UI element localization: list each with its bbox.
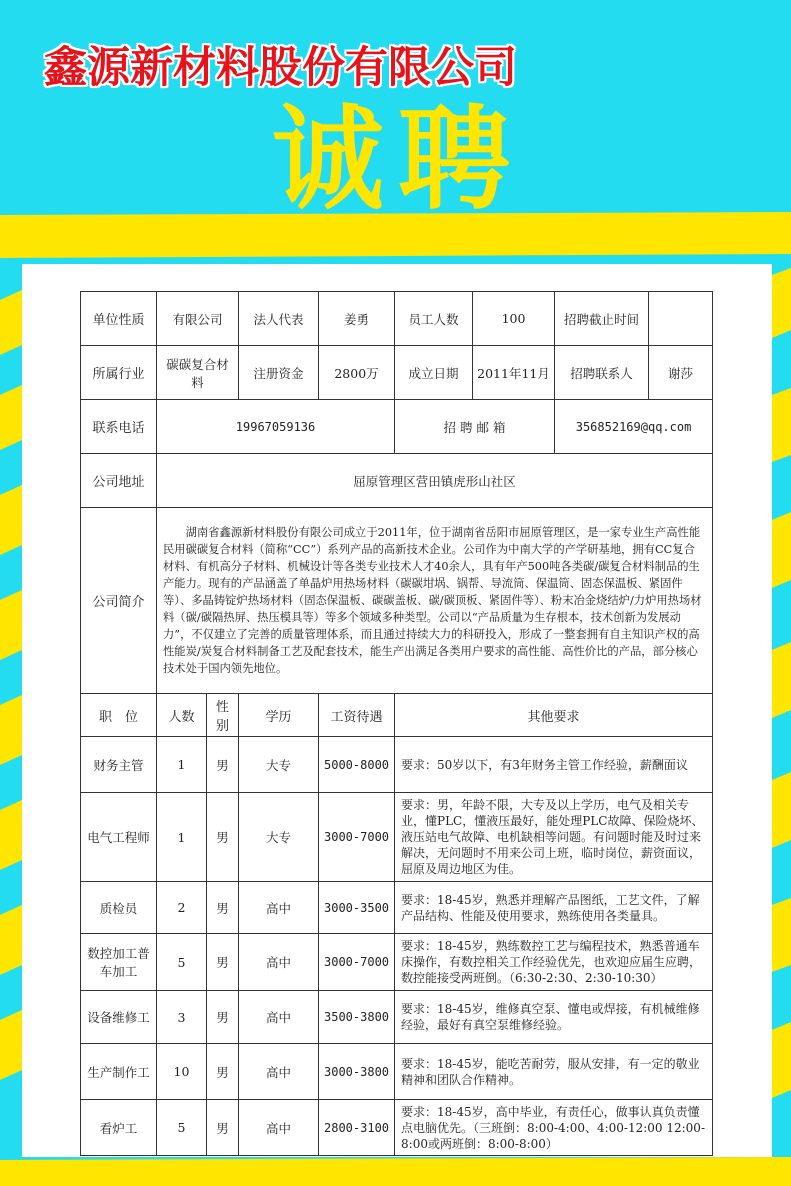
col-gender: 性别 bbox=[207, 694, 239, 737]
headline: 诚聘 bbox=[272, 95, 524, 225]
job-requirements: 要求：18-45岁，能吃苦耐劳，服从安排，有一定的敬业精神和团队合作精神。 bbox=[395, 1044, 713, 1100]
job-row bbox=[81, 737, 713, 793]
phone-label: 联系电话 bbox=[81, 400, 157, 454]
capital-value: 2800万 bbox=[319, 346, 395, 400]
info-row-2 bbox=[81, 346, 713, 400]
job-position: 数控加工普车加工 bbox=[81, 934, 157, 991]
intro-label: 公司简介 bbox=[81, 508, 157, 694]
job-count: 10 bbox=[157, 1044, 207, 1100]
job-requirements: 要求：18-45岁，熟练数控工艺与编程技术，熟悉普通车床操作，有数控相关工作经验优先，也欢迎应届生应聘，数控能接受两班倒。（6:30-2:30、2:30-10:30） bbox=[395, 934, 713, 991]
staff-value: 100 bbox=[473, 292, 555, 346]
contact-value: 谢莎 bbox=[649, 346, 713, 400]
industry-label: 所属行业 bbox=[81, 346, 157, 400]
info-row-5 bbox=[81, 508, 713, 694]
founded-label: 成立日期 bbox=[395, 346, 473, 400]
deadline-label: 招聘截止时间 bbox=[555, 292, 649, 346]
contact-label: 招聘联系人 bbox=[555, 346, 649, 400]
industry-value: 碳碳复合材料 bbox=[157, 346, 239, 400]
job-education: 高中 bbox=[239, 1100, 319, 1156]
job-position: 设备维修工 bbox=[81, 991, 157, 1044]
job-row bbox=[81, 1044, 713, 1100]
recruitment-table bbox=[80, 291, 713, 1156]
job-row bbox=[81, 934, 713, 991]
job-gender: 男 bbox=[207, 1044, 239, 1100]
job-count: 3 bbox=[157, 991, 207, 1044]
job-salary: 2800-3100 bbox=[319, 1100, 395, 1156]
job-gender: 男 bbox=[207, 737, 239, 793]
company-title: 鑫源新材料股份有限公司 bbox=[44, 43, 517, 93]
col-education: 学历 bbox=[239, 694, 319, 737]
job-gender: 男 bbox=[207, 991, 239, 1044]
email-value: 356852169@qq.com bbox=[555, 400, 713, 454]
job-count: 5 bbox=[157, 934, 207, 991]
col-salary: 工资待遇 bbox=[319, 694, 395, 737]
job-salary: 3000-7000 bbox=[319, 793, 395, 882]
job-education: 大专 bbox=[239, 737, 319, 793]
job-row bbox=[81, 1100, 713, 1156]
legal-rep-label: 法人代表 bbox=[239, 292, 319, 346]
job-gender: 男 bbox=[207, 1100, 239, 1156]
info-row-4 bbox=[81, 454, 713, 508]
job-requirements: 要求：18-45岁，熟悉并理解产品图纸，工艺文件，了解产品结构、性能及使用要求，熟练使用各类量具。 bbox=[395, 882, 713, 934]
job-salary: 3000-3800 bbox=[319, 1044, 395, 1100]
job-row bbox=[81, 991, 713, 1044]
job-position: 质检员 bbox=[81, 882, 157, 934]
nature-label: 单位性质 bbox=[81, 292, 157, 346]
job-position: 财务主管 bbox=[81, 737, 157, 793]
nature-value: 有限公司 bbox=[157, 292, 239, 346]
info-row-3 bbox=[81, 400, 713, 454]
legal-rep-value: 姜勇 bbox=[319, 292, 395, 346]
job-education: 高中 bbox=[239, 882, 319, 934]
col-count: 人数 bbox=[157, 694, 207, 737]
job-requirements: 要求：18-45岁，高中毕业，有责任心，做事认真负责懂点电脑优先。（三班倒：8:00-4:00、4:00-12:00 12:00-8:00或两班倒：8:00-8:00） bbox=[395, 1100, 713, 1156]
address-label: 公司地址 bbox=[81, 454, 157, 508]
col-requirements: 其他要求 bbox=[395, 694, 713, 737]
intro-text: 湖南省鑫源新材料股份有限公司成立于2011年，位于湖南省岳阳市屈原管理区，是一家专业生产高性能民用碳碳复合材料（简称“CC”）系列产品的高新技术企业。公司作为中南大学的产学研基地，拥有CC复合材料、有机高分子材料、机械设计等各类专业技术人才40余人，具有年产500吨各类碳/碳复合材料制品的生产能力。现有的产品涵盖了单晶炉用热场材料（碳碳坩埚、锅帮、导流筒、保温筒、固态保温板、紧固件等）、多晶铸锭炉热场材料（固态保温板、碳碳盖板、碳/碳顶板、紧固件等）、粉末冶金烧结炉/力炉用热场材料（碳/碳隔热屏、热压模具等）等多个领域多种类型。公司以“产品质量为生存根本，技术创新为发展动力”，不仅建立了完善的质量管理体系，而且通过持续大力的科研投入，形成了一整套拥有自主知识产权的高性能炭/炭复合材料制备工艺及配套技术，能生产出满足各类用户要求的高性能、高性价比的产品，部分核心技术处于国内领先地位。 bbox=[163, 526, 702, 675]
info-row-1 bbox=[81, 292, 713, 346]
job-education: 高中 bbox=[239, 1044, 319, 1100]
job-position: 看炉工 bbox=[81, 1100, 157, 1156]
job-position: 电气工程师 bbox=[81, 793, 157, 882]
job-salary: 5000-8000 bbox=[319, 737, 395, 793]
job-requirements: 要求：18-45岁，维修真空泵、懂电或焊接，有机械维修经验，最好有真空泵维修经验。 bbox=[395, 991, 713, 1044]
capital-label: 注册资金 bbox=[239, 346, 319, 400]
email-label: 招 聘 邮 箱 bbox=[395, 400, 555, 454]
job-count: 1 bbox=[157, 737, 207, 793]
job-gender: 男 bbox=[207, 934, 239, 991]
job-salary: 3000-3500 bbox=[319, 882, 395, 934]
job-gender: 男 bbox=[207, 793, 239, 882]
job-position: 生产制作工 bbox=[81, 1044, 157, 1100]
staff-label: 员工人数 bbox=[395, 292, 473, 346]
job-gender: 男 bbox=[207, 882, 239, 934]
deadline-value bbox=[649, 292, 713, 346]
job-row bbox=[81, 793, 713, 882]
col-position: 职 位 bbox=[81, 694, 157, 737]
job-count: 2 bbox=[157, 882, 207, 934]
job-education: 大专 bbox=[239, 793, 319, 882]
address-value: 屈原管理区营田镇虎形山社区 bbox=[157, 454, 713, 508]
jobs-header-row bbox=[81, 694, 713, 737]
job-row bbox=[81, 882, 713, 934]
intro-cell bbox=[157, 508, 713, 694]
job-count: 5 bbox=[157, 1100, 207, 1156]
founded-value: 2011年11月 bbox=[473, 346, 555, 400]
job-education: 高中 bbox=[239, 934, 319, 991]
phone-value: 19967059136 bbox=[157, 400, 395, 454]
job-salary: 3500-3800 bbox=[319, 991, 395, 1044]
job-count: 1 bbox=[157, 793, 207, 882]
job-requirements: 要求：男，年龄不限，大专及以上学历，电气及相关专业，懂PLC，懂液压最好，能处理PLC故障、保险烧坏、液压站电气故障、电机缺相等问题。有问题时能及时过来解决，无问题时不用来公司上班，临时岗位，薪资面议，屈原及周边地区为佳。 bbox=[395, 793, 713, 882]
job-salary: 3000-7000 bbox=[319, 934, 395, 991]
job-education: 高中 bbox=[239, 991, 319, 1044]
job-requirements: 要求：50岁以下，有3年财务主管工作经验，薪酬面议 bbox=[395, 737, 713, 793]
